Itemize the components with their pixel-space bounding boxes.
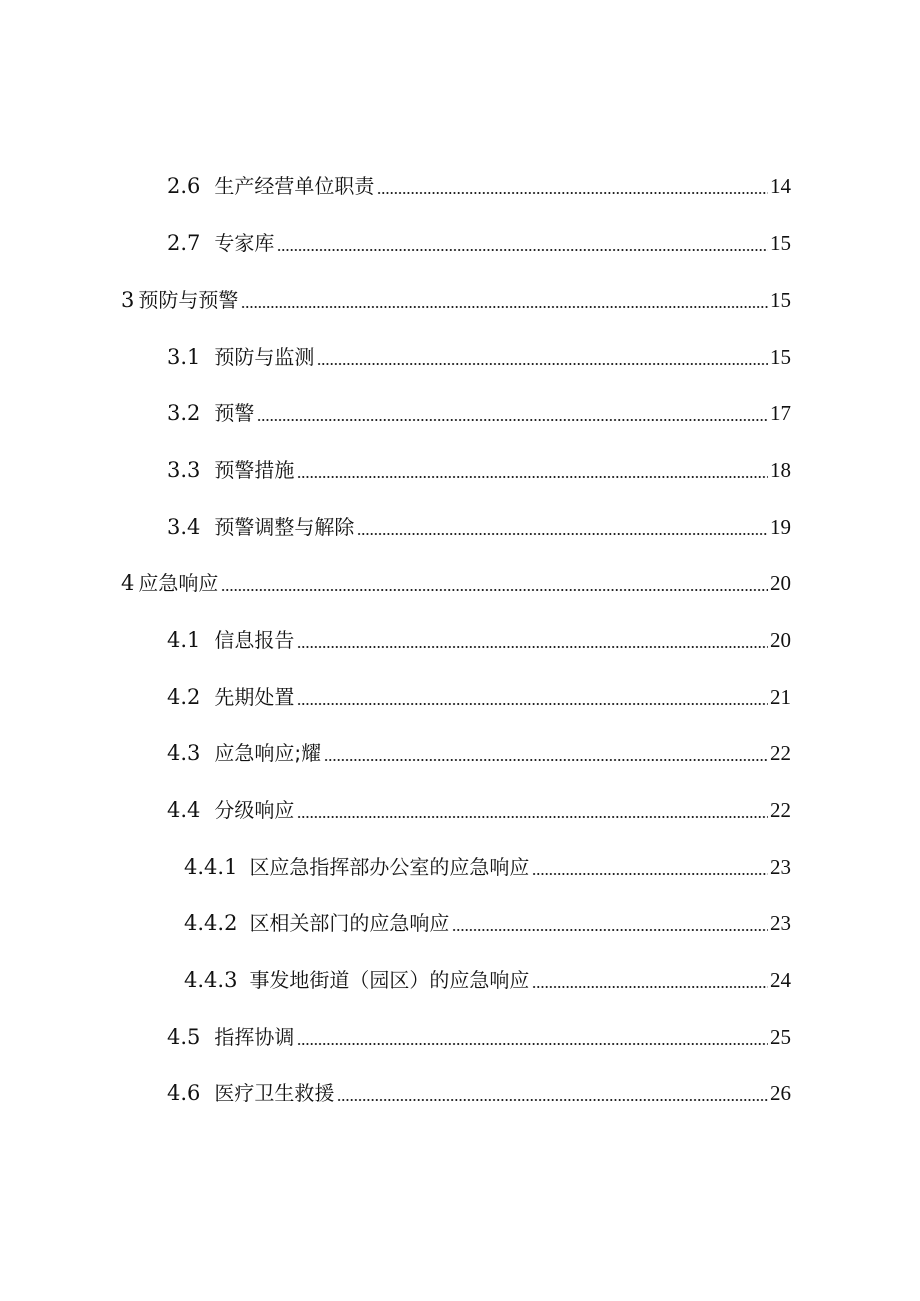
toc-entry-number: 3.3 bbox=[167, 458, 201, 482]
toc-entry-title: 先期处置 bbox=[214, 685, 295, 709]
dot-leader bbox=[357, 533, 768, 535]
toc-entry-title: 分级响应 bbox=[214, 798, 295, 822]
toc-entry-number: 2.6 bbox=[167, 174, 201, 198]
toc-entry-page: 20 bbox=[770, 571, 791, 595]
toc-entry-page: 14 bbox=[770, 174, 791, 198]
toc-entry-page: 19 bbox=[770, 515, 791, 539]
toc-entry-title: 预防与预警 bbox=[138, 288, 239, 312]
toc-entry-4-4-2[interactable] bbox=[184, 906, 791, 940]
toc-entry-number: 2.7 bbox=[167, 231, 201, 255]
toc-entry-number: 3.1 bbox=[167, 345, 201, 369]
toc-entry-4-4[interactable] bbox=[167, 793, 791, 827]
toc-entry-page: 15 bbox=[770, 231, 791, 255]
toc-entry-4-4-3[interactable] bbox=[184, 963, 791, 997]
toc-entry-title: 应急响应;耀 bbox=[214, 741, 322, 765]
dot-leader bbox=[324, 759, 768, 761]
toc-entry-page: 15 bbox=[770, 345, 791, 369]
toc-entry-title: 生产经营单位职责 bbox=[214, 174, 375, 198]
toc-entry-4[interactable] bbox=[121, 566, 791, 600]
dot-leader bbox=[257, 419, 768, 421]
toc-entry-page: 25 bbox=[770, 1025, 791, 1049]
toc-entry-title: 预警调整与解除 bbox=[214, 515, 355, 539]
toc-entry-number: 4.4.1 bbox=[184, 855, 238, 879]
toc-entry-4-3[interactable] bbox=[167, 736, 791, 770]
toc-entry-2-7[interactable] bbox=[167, 226, 791, 260]
toc-entry-number: 4.3 bbox=[167, 741, 201, 765]
toc-entry-title: 信息报告 bbox=[214, 628, 295, 652]
toc-entry-4-2[interactable] bbox=[167, 680, 791, 714]
toc-entry-3[interactable] bbox=[121, 283, 791, 317]
dot-leader bbox=[452, 929, 768, 931]
toc-entry-3-3[interactable] bbox=[167, 453, 791, 487]
toc-entry-number: 4.5 bbox=[167, 1025, 201, 1049]
toc-entry-title: 区应急指挥部办公室的应急响应 bbox=[249, 855, 530, 879]
toc-entry-4-1[interactable] bbox=[167, 623, 791, 657]
toc-entry-title: 事发地街道（园区）的应急响应 bbox=[249, 968, 530, 992]
toc-entry-page: 22 bbox=[770, 741, 791, 765]
toc-entry-page: 26 bbox=[770, 1081, 791, 1105]
toc-entry-number: 3 bbox=[121, 288, 135, 312]
toc-entry-page: 15 bbox=[770, 288, 791, 312]
toc-entry-title: 指挥协调 bbox=[214, 1025, 295, 1049]
toc-entry-4-6[interactable] bbox=[167, 1076, 791, 1110]
dot-leader bbox=[377, 192, 768, 194]
toc-entry-number: 3.2 bbox=[167, 401, 201, 425]
toc-entry-title: 预防与监测 bbox=[214, 345, 315, 369]
toc-entry-number: 4.1 bbox=[167, 628, 201, 652]
dot-leader bbox=[532, 873, 768, 875]
dot-leader bbox=[297, 816, 768, 818]
toc-entry-number: 3.4 bbox=[167, 515, 201, 539]
toc-entry-title: 区相关部门的应急响应 bbox=[249, 911, 450, 935]
toc-entry-page: 23 bbox=[770, 855, 791, 879]
toc-entry-page: 23 bbox=[770, 911, 791, 935]
dot-leader bbox=[532, 986, 768, 988]
dot-leader bbox=[297, 646, 768, 648]
dot-leader bbox=[297, 703, 768, 705]
toc-entry-3-4[interactable] bbox=[167, 510, 791, 544]
toc-entry-page: 22 bbox=[770, 798, 791, 822]
toc-entry-number: 4 bbox=[121, 571, 135, 595]
dot-leader bbox=[337, 1099, 768, 1101]
toc-entry-4-4-1[interactable] bbox=[184, 850, 791, 884]
toc-entry-number: 4.4.2 bbox=[184, 911, 238, 935]
dot-leader bbox=[241, 306, 768, 308]
dot-leader bbox=[221, 589, 768, 591]
dot-leader bbox=[277, 249, 768, 251]
toc-entry-4-5[interactable] bbox=[167, 1020, 791, 1054]
toc-entry-number: 4.2 bbox=[167, 685, 201, 709]
toc-entry-2-6[interactable] bbox=[167, 169, 791, 203]
toc-entry-number: 4.4 bbox=[167, 798, 201, 822]
toc-entry-3-2[interactable] bbox=[167, 396, 791, 430]
dot-leader bbox=[297, 1043, 768, 1045]
toc-entry-title: 医疗卫生救援 bbox=[214, 1081, 335, 1105]
toc-entry-title: 预警 bbox=[214, 401, 255, 425]
toc-entry-title: 预警措施 bbox=[214, 458, 295, 482]
toc-entry-page: 24 bbox=[770, 968, 791, 992]
toc-entry-page: 18 bbox=[770, 458, 791, 482]
toc-entry-3-1[interactable] bbox=[167, 340, 791, 374]
toc-entry-page: 17 bbox=[770, 401, 791, 425]
toc-entry-number: 4.4.3 bbox=[184, 968, 238, 992]
toc-entry-page: 21 bbox=[770, 685, 791, 709]
toc-entry-title: 应急响应 bbox=[138, 571, 219, 595]
dot-leader bbox=[297, 476, 768, 478]
dot-leader bbox=[317, 363, 768, 365]
toc-entry-number: 4.6 bbox=[167, 1081, 201, 1105]
toc-entry-page: 20 bbox=[770, 628, 791, 652]
toc-entry-title: 专家库 bbox=[214, 231, 275, 255]
